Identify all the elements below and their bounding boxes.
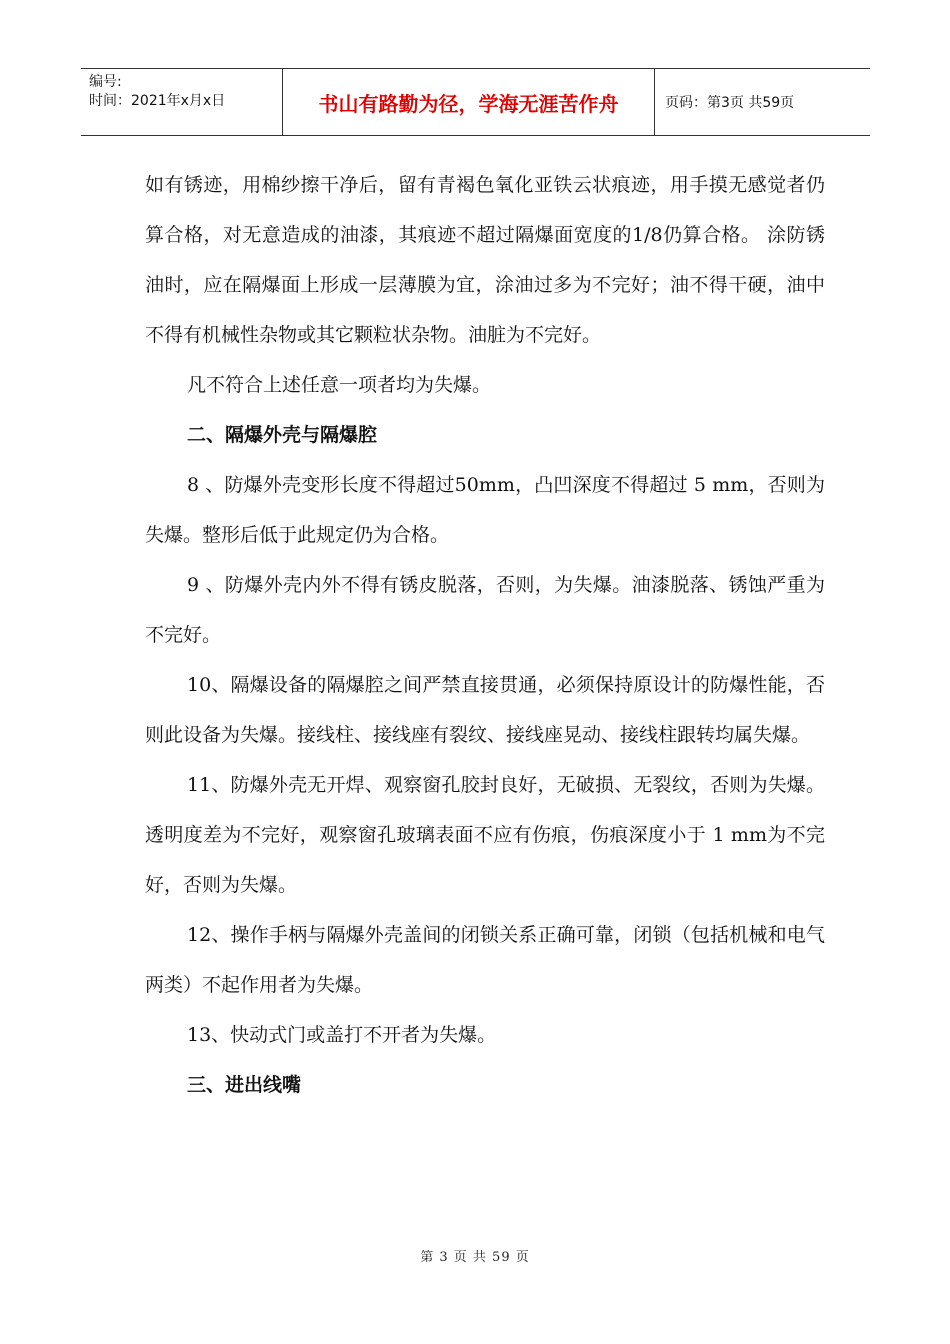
header-page-info: 页码：第3页 共59页 bbox=[665, 95, 795, 111]
paragraph-item-10: 10、隔爆设备的隔爆腔之间严禁直接贯通，必须保持原设计的防爆性能，否则此设备为失爆。接线柱、接线座有裂纹、接线座晃动、接线柱跟转均属失爆。 bbox=[145, 674, 825, 746]
paragraph-item-8: 8 、防爆外壳变形长度不得超过50mm，凸凹深度不得超过 5 mm，否则为失爆。整形后低于此规定仍为合格。 bbox=[145, 474, 825, 546]
paragraph-item-11: 11、防爆外壳无开焊、观察窗孔胶封良好，无破损、无裂纹，否则为失爆。透明度差为不完好，观察窗孔玻璃表面不应有伤痕，伤痕深度小于 1 mm为不完好，否则为失爆。 bbox=[145, 774, 825, 896]
document-number-label: 编号: bbox=[89, 74, 122, 90]
section-heading-enclosure: 二、隔爆外壳与隔爆腔 bbox=[187, 424, 378, 446]
paragraph-item-12: 12、操作手柄与隔爆外壳盖间的闭锁关系正确可靠，闭锁（包括机械和电气两类）不起作用者为失爆。 bbox=[145, 924, 825, 996]
document-date: 时间：2021年x月x日 bbox=[89, 93, 226, 109]
header-motto: 书山有路勤为径，学海无涯苦作舟 bbox=[283, 69, 655, 135]
paragraph-summary: 凡不符合上述任意一项者均为失爆。 bbox=[187, 374, 492, 396]
document-body bbox=[145, 160, 825, 1110]
paragraph-item-9: 9 、防爆外壳内外不得有锈皮脱落，否则，为失爆。油漆脱落、锈蚀严重为不完好。 bbox=[145, 574, 825, 646]
paragraph-item-13: 13、快动式门或盖打不开者为失爆。 bbox=[187, 1024, 497, 1046]
paragraph-rust-marks: 如有锈迹，用棉纱擦干净后，留有青褐色氧化亚铁云状痕迹，用手摸无感觉者仍算合格，对无意造成的油漆，其痕迹不超过隔爆面宽度的1/8仍算合格。 涂防锈油时，应在隔爆面上形成一层薄膜为宜，涂油过多为不完好；油不得干硬，油中不得有机械性杂物或其它颗粒状杂物。油脏为不完好。 bbox=[145, 174, 825, 346]
header-meta bbox=[81, 69, 283, 135]
section-heading-cable-entries: 三、进出线嘴 bbox=[187, 1074, 302, 1096]
page-footer: 第 3 页 共 59 页 bbox=[420, 1250, 530, 1265]
page-header bbox=[81, 68, 870, 136]
